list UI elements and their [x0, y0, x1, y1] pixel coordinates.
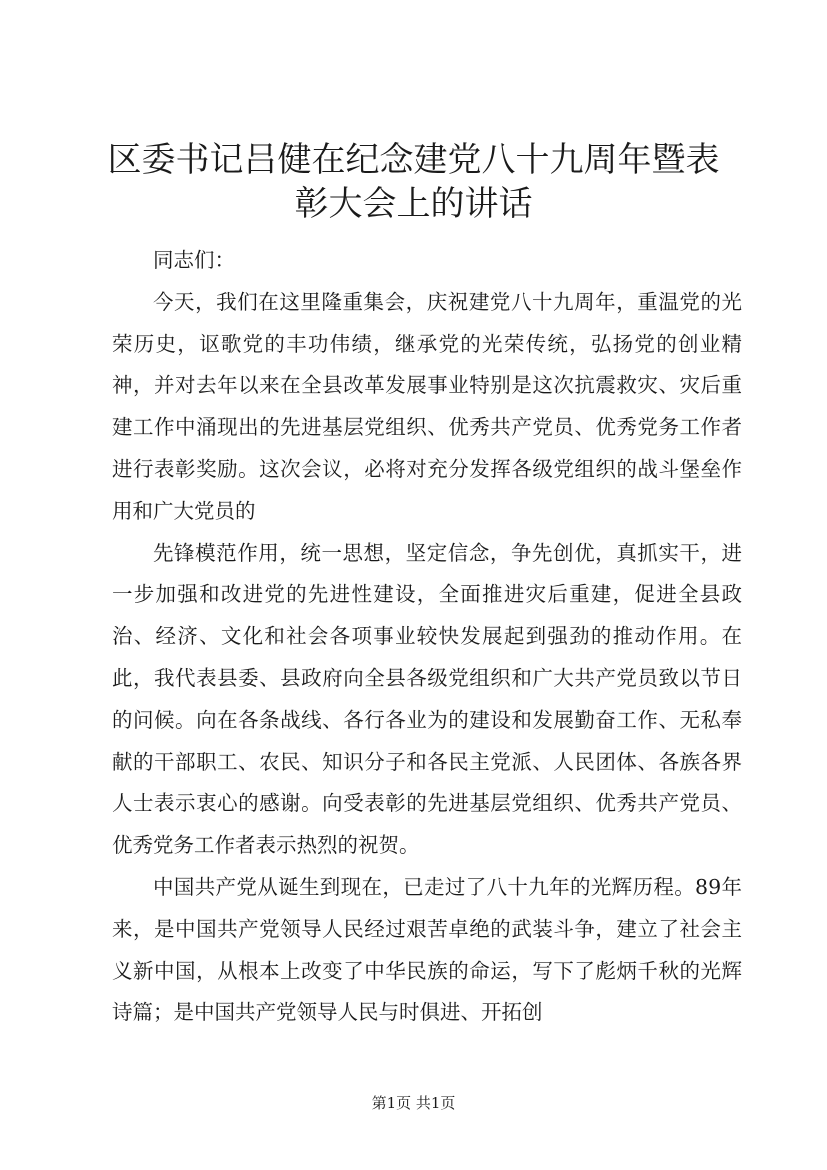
document-body	[112, 240, 742, 1034]
page-footer: 第1页 共1页	[371, 1094, 456, 1112]
paragraph-3: 中国共产党从诞生到现在，已走过了八十九年的光辉历程。89年来，是中国共产党领导人民经过艰苦卓绝的武装斗争，建立了社会主义新中国，从根本上改变了中华民族的命运，写下了彪炳千秋的光辉诗篇；是中国共产党领导人民与时俱进、开拓创	[112, 874, 742, 1025]
salutation: 同志们：	[153, 248, 235, 272]
paragraph-2: 先锋模范作用，统一思想，坚定信念，争先创优，真抓实干，进一步加强和改进党的先进性建设，全面推进灾后重建，促进全县政治、经济、文化和社会各项事业较快发展起到强劲的推动作用。在此，我代表县委、县政府向全县各级党组织和广大共产党员致以节日的问候。向在各条战线、各行各业为的建设和发展勤奋工作、无私奉献的干部职工、农民、知识分子和各民主党派、人民团体、各族各界人士表示衷心的感谢。向受表彰的先进基层党组织、优秀共产党员、优秀党务工作者表示热烈的祝贺。	[112, 540, 742, 858]
document-title: 区委书记吕健在纪念建党八十九周年暨表彰大会上的讲话	[107, 140, 720, 224]
paragraph-1: 今天，我们在这里隆重集会，庆祝建党八十九周年，重温党的光荣历史，讴歌党的丰功伟绩，继承党的光荣传统，弘扬党的创业精神，并对去年以来在全县改革发展事业特别是这次抗震救灾、灾后重建工作中涌现出的先进基层党组织、优秀共产党员、优秀党务工作者进行表彰奖励。这次会议，必将对充分发挥各级党组织的战斗堡垒作用和广大党员的	[112, 289, 742, 523]
